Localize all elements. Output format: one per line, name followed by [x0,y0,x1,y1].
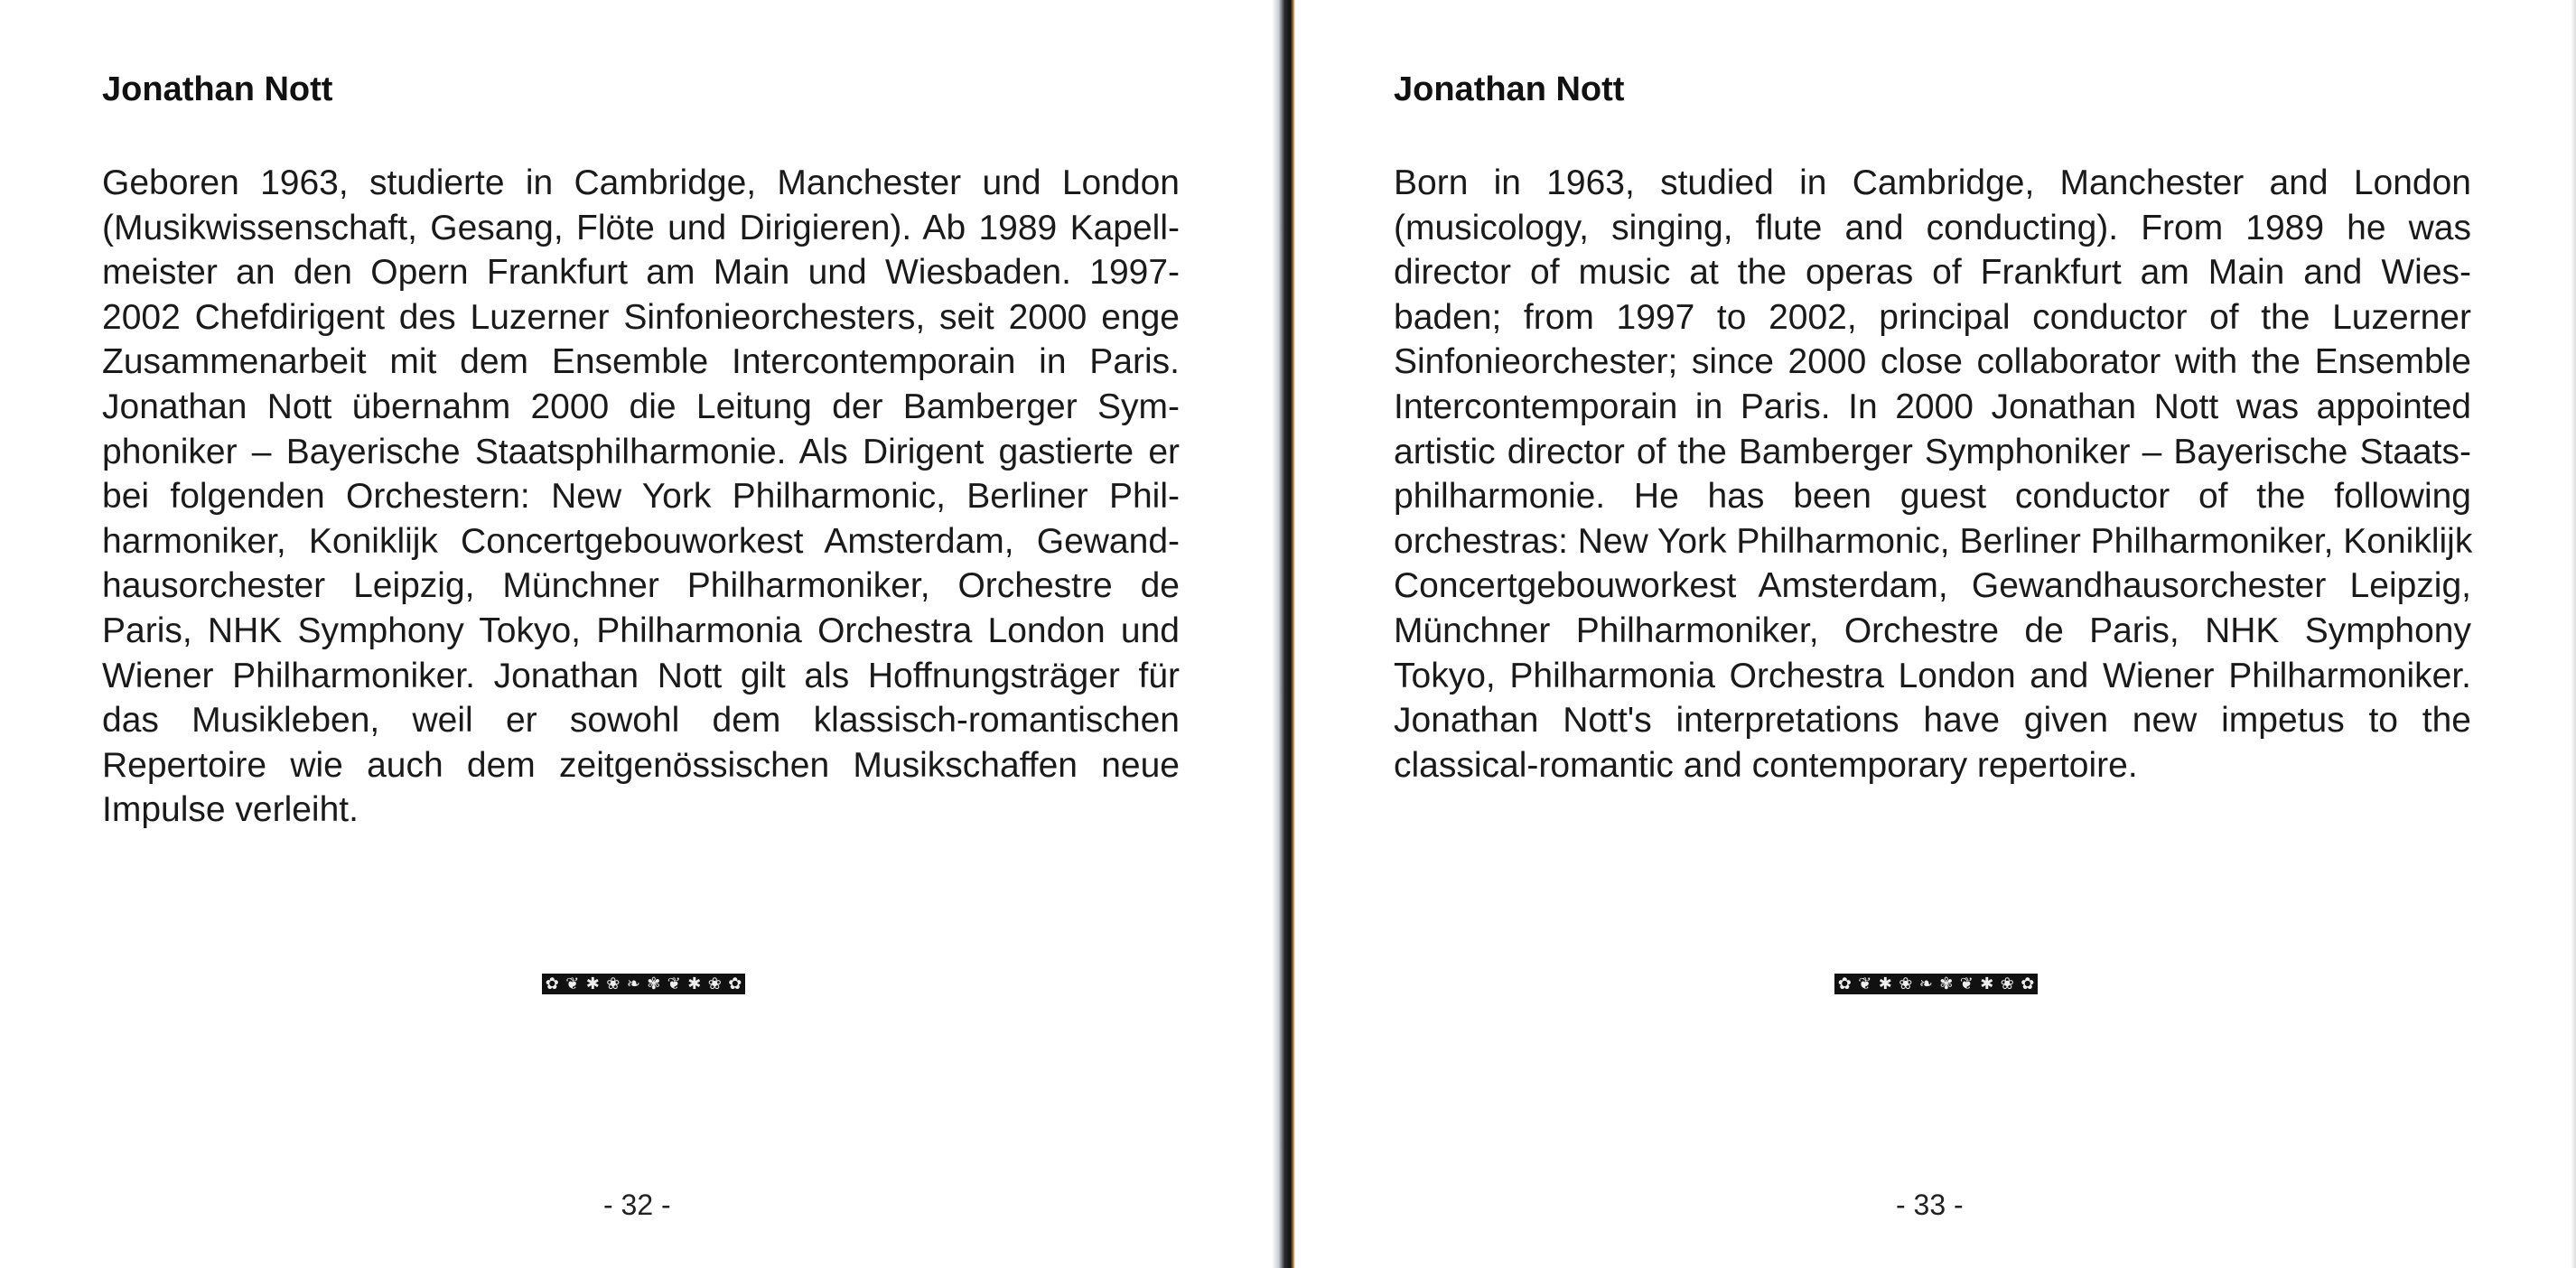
floral-ornament-divider: ✿ ❦ ✱ ❀ ❧ ✾ ❦ ✱ ❀ ✿ [1834,974,2038,994]
text-line: Wiener Philharmoniker. Jonathan Nott gilt als Hoffnungsträger für [102,656,1180,695]
text-line: Sinfonieorchester; since 2000 close collaborator with the Ensemble [1394,342,2471,382]
text-line: das Musikleben, weil er sowohl dem klassisch-romantischen [102,701,1180,741]
book-gutter [1272,0,1295,1268]
page-number: - 33 - [1896,1189,1964,1221]
text-line: Geboren 1963, studierte in Cambridge, Manchester und London [102,163,1180,202]
text-line: Zusammenarbeit mit dem Ensemble Intercontemporain in Paris. [102,342,1180,382]
text-line: Repertoire wie auch dem zeitgenössischen Musikschaffen neue [102,745,1180,785]
text-line: Jonathan Nott übernahm 2000 die Leitung der Bamberger Sym- [102,387,1180,426]
text-line: Paris, NHK Symphony Tokyo, Philharmonia Orchestra London und [102,611,1180,650]
page-number: - 32 - [603,1189,671,1221]
text-line: meister an den Opern Frankfurt am Main und Wiesbaden. 1997- [102,253,1180,293]
text-line: baden; from 1997 to 2002, principal conductor of the Luzerner [1394,297,2471,337]
text-line: (musicology, singing, flute and conducting). From 1989 he was [1394,208,2471,247]
text-line: Born in 1963, studied in Cambridge, Manchester and London [1394,163,2471,202]
text-line: orchestras: New York Philharmonic, Berliner Philharmoniker, Koniklijk [1394,521,2473,561]
text-line: phoniker – Bayerische Staatsphilharmonie. Als Dirigent gastierte er [102,432,1180,471]
text-line: Jonathan Nott's interpretations have given new impetus to the [1394,701,2471,741]
page-title: Jonathan Nott [102,70,333,108]
biography-text-english [1394,161,2471,788]
floral-ornament-divider: ✿ ❦ ✱ ❀ ❧ ✾ ❦ ✱ ❀ ✿ [542,974,745,994]
text-line: Impulse verleiht. [102,790,359,830]
text-line: Tokyo, Philharmonia Orchestra London and Wiener Philharmoniker. [1394,656,2471,695]
text-line: classical-romantic and contemporary repertoire. [1394,745,2138,785]
text-line: Münchner Philharmoniker, Orchestre de Paris, NHK Symphony [1394,611,2471,650]
biography-text-german [102,161,1180,833]
text-line: bei folgenden Orchestern: New York Philharmonic, Berliner Phil- [102,477,1180,517]
text-line: (Musikwissenschaft, Gesang, Flöte und Dirigieren). Ab 1989 Kapell- [102,208,1180,247]
page-edge [2571,0,2576,1268]
text-line: director of music at the operas of Frankfurt am Main and Wies- [1394,253,2471,293]
text-line: 2002 Chefdirigent des Luzerner Sinfonieorchesters, seit 2000 enge [102,297,1180,337]
right-page [1293,0,2576,1268]
text-line: Intercontemporain in Paris. In 2000 Jonathan Nott was appointed [1394,387,2471,426]
left-page [0,0,1274,1268]
text-line: artistic director of the Bamberger Symphoniker – Bayerische Staats- [1394,432,2471,471]
text-line: hausorchester Leipzig, Münchner Philharmoniker, Orchestre de [102,566,1180,606]
text-line: philharmonie. He has been guest conductor of the following [1394,477,2471,517]
text-line: harmoniker, Koniklijk Concertgebouworkest Amsterdam, Gewand- [102,521,1180,561]
text-line: Concertgebouworkest Amsterdam, Gewandhausorchester Leipzig, [1394,566,2471,606]
page-title: Jonathan Nott [1394,70,1625,108]
